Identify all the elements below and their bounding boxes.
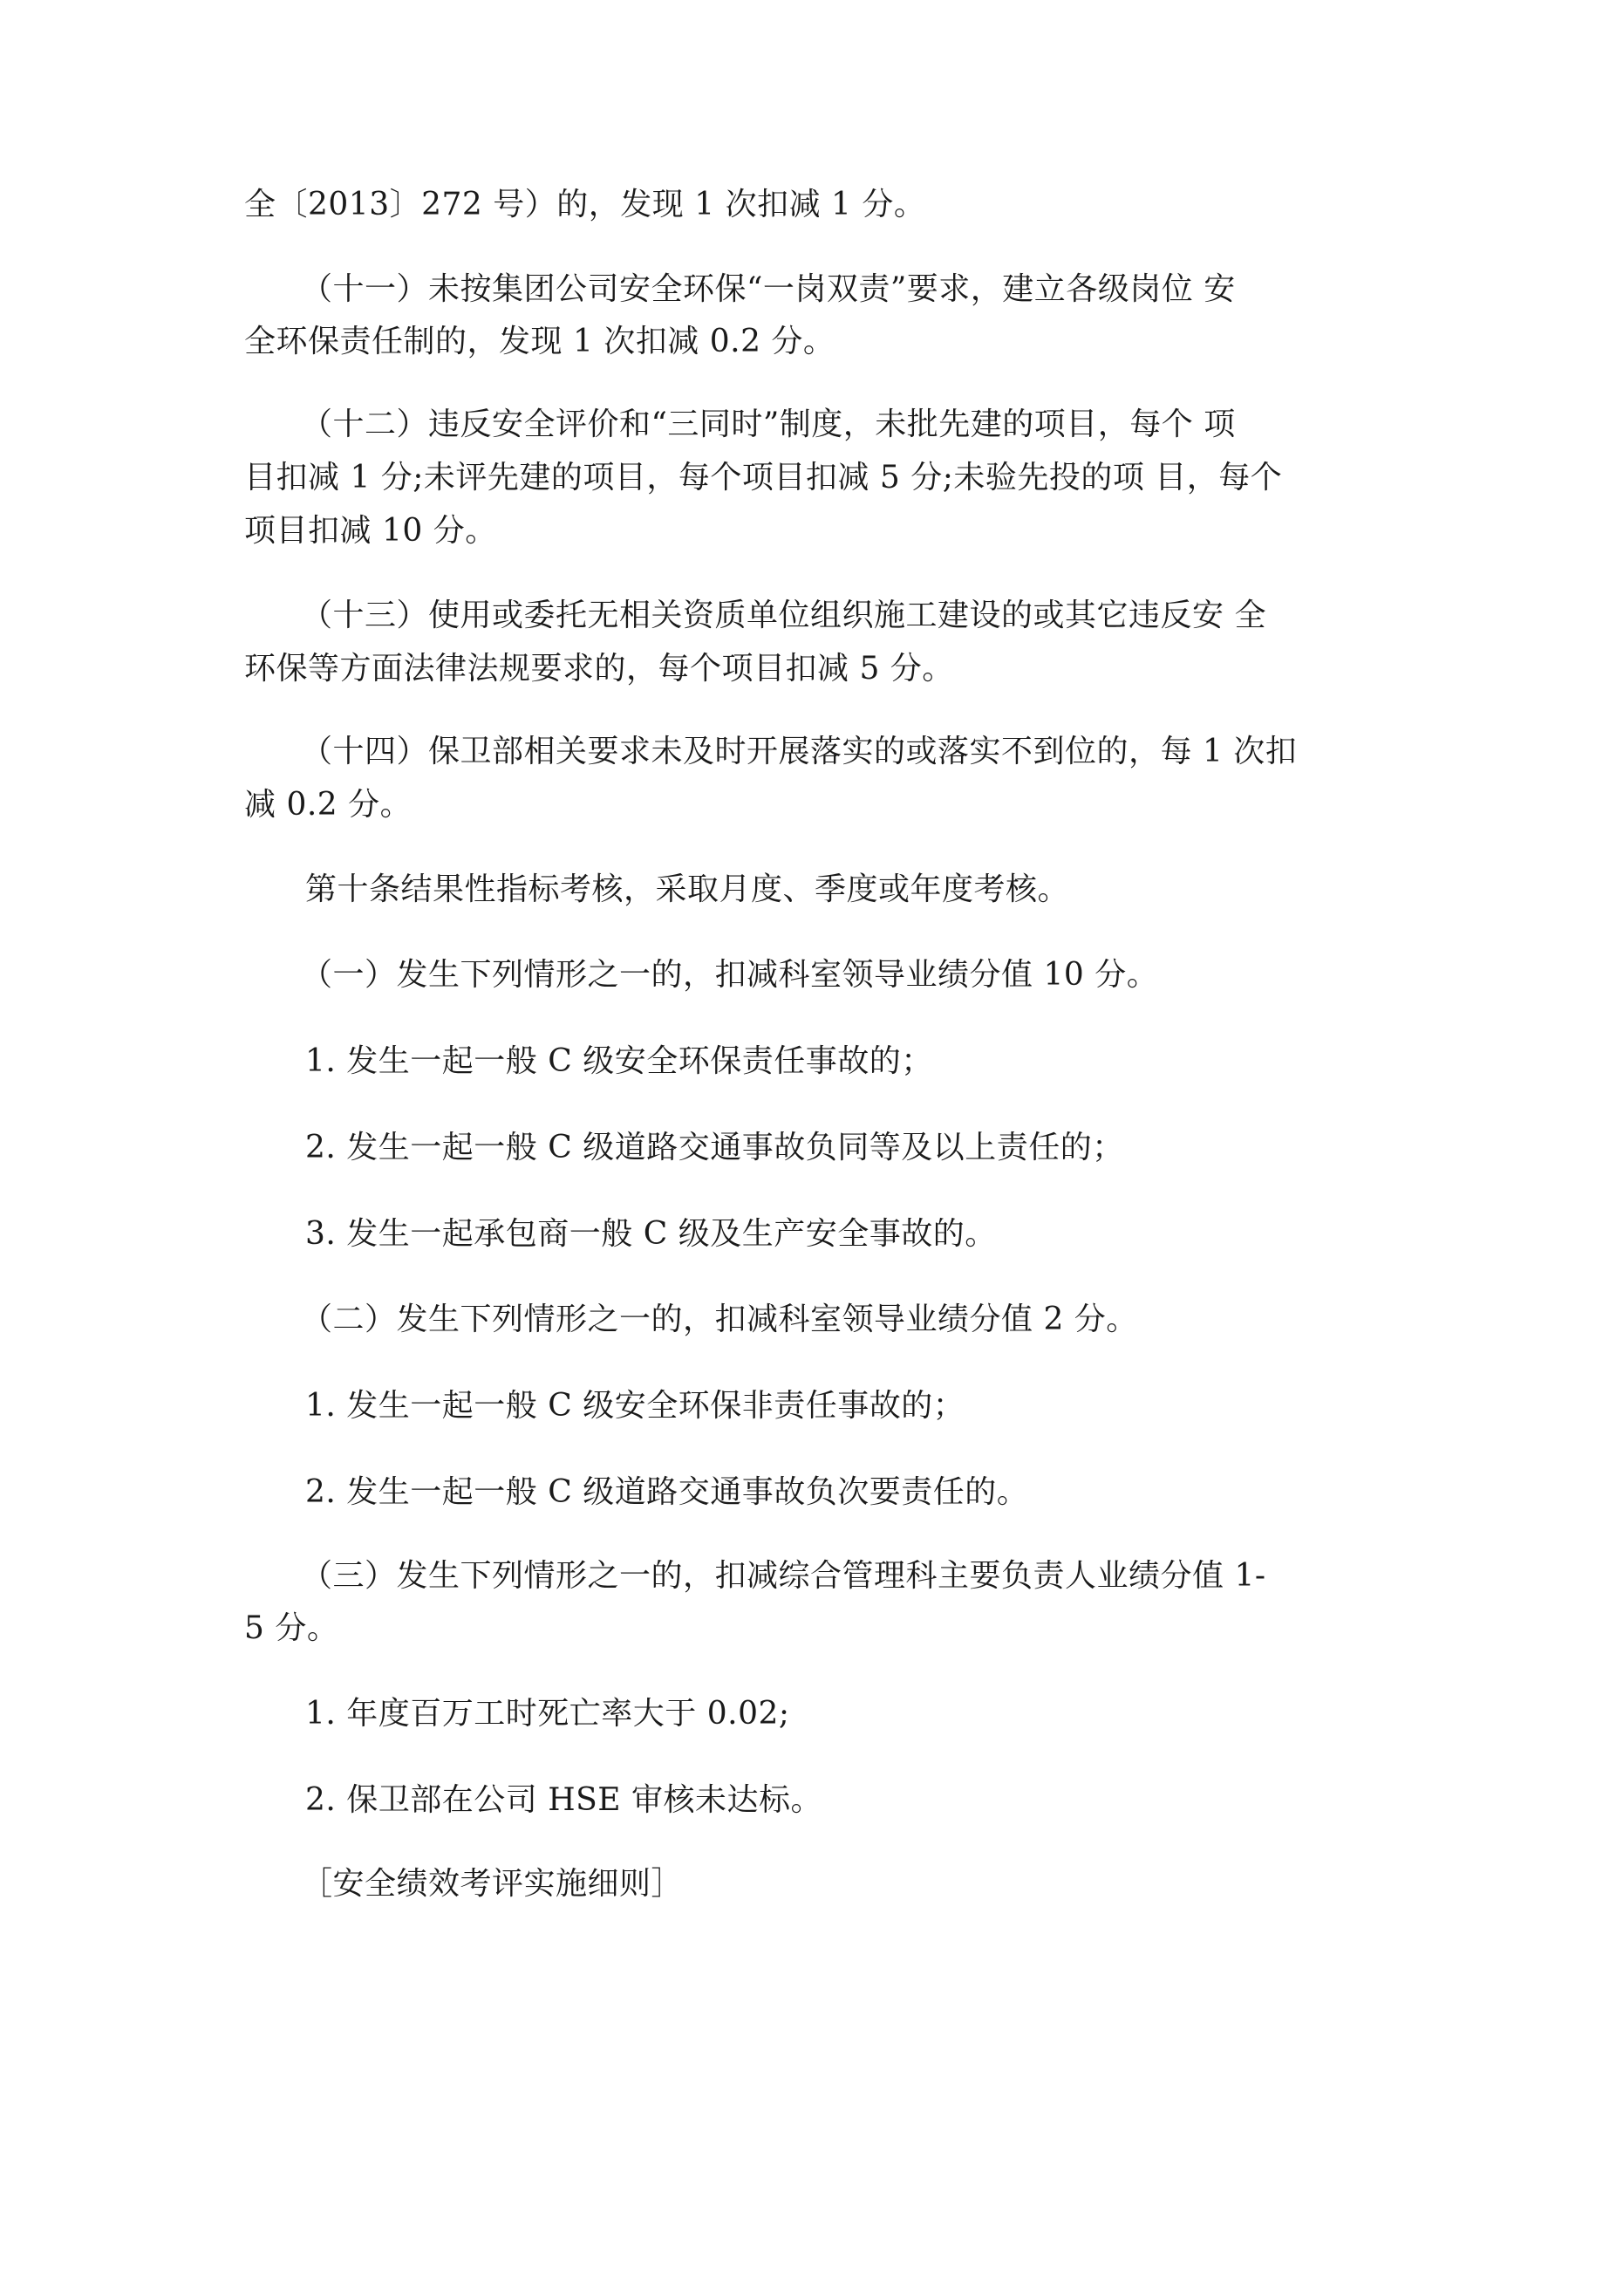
list-item: 3. 发生一起承包商一般 C 级及生产安全事故的。 xyxy=(305,1216,997,1252)
paragraph-line: 目扣减 1 分;未评先建的项目，每个项目扣减 5 分;未验先投的项 目，每个 xyxy=(244,460,1283,495)
list-item: 2. 发生一起一般 C 级道路交通事故负次要责任的。 xyxy=(305,1474,1029,1510)
paragraph-line: 5 分。 xyxy=(244,1610,339,1646)
paragraph-line: 全环保责任制的，发现 1 次扣减 0.2 分。 xyxy=(244,324,835,359)
paragraph-line-item-14: （十四）保卫部相关要求未及时开展落实的或落实不到位的，每 1 次扣 xyxy=(301,734,1298,769)
list-item: 1. 发生一起一般 C 级安全环保责任事故的； xyxy=(305,1043,933,1079)
list-item: 2. 发生一起一般 C 级道路交通事故负同等及以上责任的； xyxy=(305,1130,1124,1165)
document-reference: ［安全绩效考评实施细则］ xyxy=(301,1866,684,1902)
paragraph-line-item-11: （十一）未按集团公司安全环保“一岗双责”要求，建立各级岗位 安 xyxy=(301,271,1236,307)
paragraph-line: 减 0.2 分。 xyxy=(244,787,413,823)
paragraph-line-item-13: （十三）使用或委托无相关资质单位组织施工建设的或其它违反安 全 xyxy=(301,598,1266,633)
paragraph-line: 项目扣减 10 分。 xyxy=(244,513,497,549)
clause-heading-1: （一）发生下列情形之一的，扣减科室领导业绩分值 10 分。 xyxy=(301,957,1159,993)
list-item: 1. 年度百万工时死亡率大于 0.02; xyxy=(305,1696,790,1732)
clause-heading-2: （二）发生下列情形之一的，扣减科室领导业绩分值 2 分。 xyxy=(301,1302,1138,1337)
paragraph-line: 全〔2013〕272 号）的，发现 1 次扣减 1 分。 xyxy=(244,187,926,222)
clause-heading-3: （三）发生下列情形之一的，扣减综合管理科主要负责人业绩分值 1- xyxy=(301,1558,1266,1594)
paragraph-line: 环保等方面法律法规要求的，每个项目扣减 5 分。 xyxy=(244,651,954,687)
list-item: 1. 发生一起一般 C 级安全环保非责任事故的； xyxy=(305,1388,965,1424)
article-heading: 第十条结果性指标考核，采取月度、季度或年度考核。 xyxy=(305,871,1070,907)
paragraph-line-item-12: （十二）违反安全评价和“三同时”制度，未批先建的项目，每个 项 xyxy=(301,407,1236,442)
list-item: 2. 保卫部在公司 HSE 审核未达标。 xyxy=(305,1782,823,1818)
